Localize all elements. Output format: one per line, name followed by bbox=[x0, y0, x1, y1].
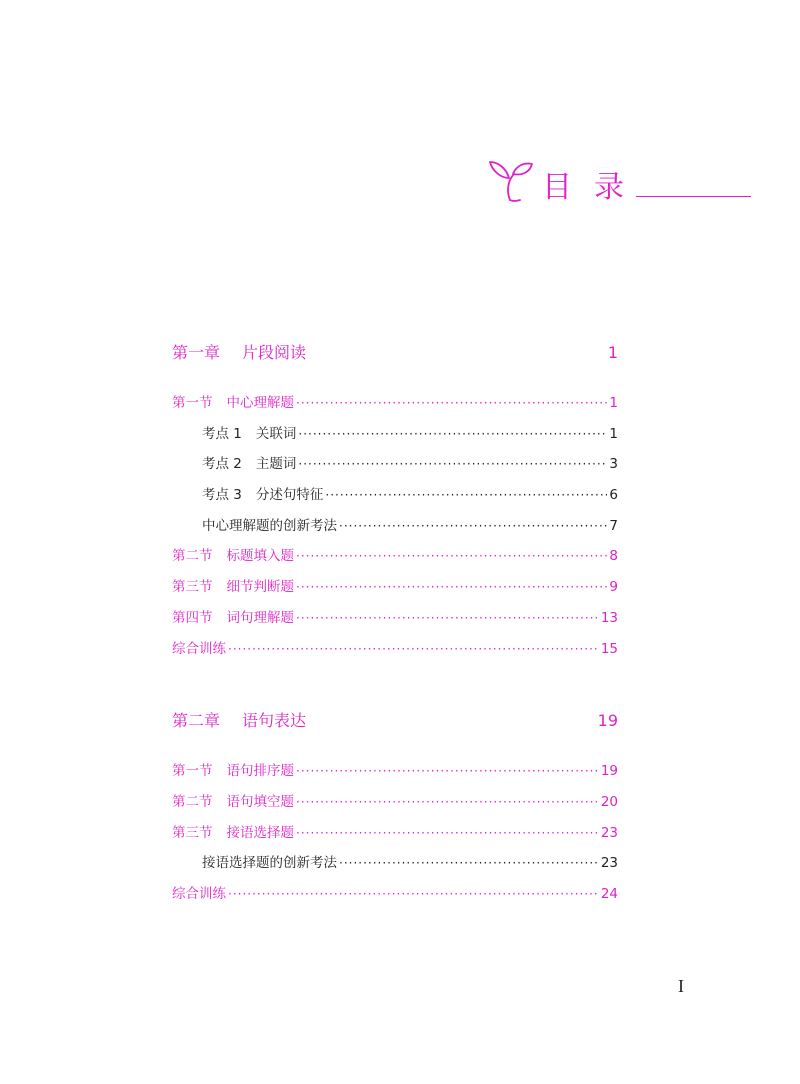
entry-number: 考点 3 bbox=[202, 487, 242, 504]
toc-entry[interactable] bbox=[172, 879, 618, 910]
toc-entry[interactable] bbox=[172, 511, 618, 542]
entry-page: 1 bbox=[609, 395, 618, 411]
page-title: 目录 bbox=[542, 170, 646, 205]
dot-leader bbox=[296, 818, 599, 849]
chapter-label: 第二章 bbox=[172, 711, 221, 731]
chapter-page: 1 bbox=[607, 343, 618, 362]
entry-number: 第二节 bbox=[172, 793, 213, 810]
entry-title: 关联词 bbox=[255, 425, 297, 442]
entry-number: 考点 1 bbox=[202, 425, 242, 442]
toc-entry[interactable] bbox=[172, 603, 618, 634]
title-rule bbox=[636, 196, 751, 197]
entry-page: 8 bbox=[609, 548, 618, 565]
dot-leader bbox=[339, 848, 599, 879]
entry-page: 24 bbox=[600, 885, 618, 902]
entry-page: 15 bbox=[600, 640, 618, 657]
entry-page: 19 bbox=[600, 763, 618, 780]
entry-title: 综合训练 bbox=[172, 640, 226, 657]
toc-entry[interactable] bbox=[172, 419, 618, 450]
entry-number: 第一节 bbox=[172, 763, 213, 780]
dot-leader bbox=[296, 787, 599, 818]
toc-entry[interactable] bbox=[172, 388, 618, 419]
entry-title: 细节判断题 bbox=[226, 579, 294, 596]
entry-page: 23 bbox=[600, 855, 618, 872]
sprout-icon bbox=[486, 156, 536, 206]
chapter-title: 片段阅读 bbox=[242, 343, 307, 362]
entry-title: 接语选择题 bbox=[226, 824, 294, 841]
chapter-title: 语句表达 bbox=[242, 711, 307, 731]
toc-entry[interactable] bbox=[172, 572, 618, 603]
entry-number: 第三节 bbox=[172, 579, 213, 596]
entry-title: 主题词 bbox=[255, 456, 297, 473]
entry-number: 第二节 bbox=[172, 548, 213, 565]
chapter-label: 第一章 bbox=[172, 343, 221, 362]
toc-entry[interactable] bbox=[172, 449, 618, 480]
dot-leader bbox=[325, 480, 607, 511]
entry-page: 23 bbox=[600, 824, 618, 841]
entry-title: 语句填空题 bbox=[226, 793, 294, 810]
entry-page: 20 bbox=[600, 793, 618, 810]
entry-title: 综合训练 bbox=[172, 885, 226, 902]
entry-title: 标题填入题 bbox=[226, 548, 294, 565]
toc-title-block bbox=[486, 156, 756, 216]
toc-entry[interactable] bbox=[172, 787, 618, 818]
dot-leader bbox=[296, 756, 599, 787]
entry-number: 考点 2 bbox=[202, 456, 242, 473]
dot-leader bbox=[339, 511, 607, 542]
entry-title: 中心理解题 bbox=[226, 395, 294, 411]
dot-leader bbox=[228, 879, 599, 910]
table-of-contents bbox=[172, 340, 618, 910]
entry-title: 接语选择题的创新考法 bbox=[202, 855, 337, 872]
toc-entry[interactable] bbox=[172, 848, 618, 879]
toc-entry[interactable] bbox=[172, 634, 618, 665]
dot-leader bbox=[296, 603, 599, 634]
entry-number: 第四节 bbox=[172, 609, 213, 626]
entry-page: 13 bbox=[600, 609, 618, 626]
dot-leader bbox=[298, 449, 607, 480]
entry-page: 6 bbox=[609, 487, 618, 504]
entry-number: 第一节 bbox=[172, 395, 213, 411]
entry-title: 词句理解题 bbox=[226, 609, 294, 626]
entry-title: 分述句特征 bbox=[255, 487, 324, 504]
toc-entry[interactable] bbox=[172, 541, 618, 572]
entry-page: 1 bbox=[609, 425, 618, 442]
entry-title: 中心理解题的创新考法 bbox=[202, 517, 337, 534]
chapter-page: 19 bbox=[597, 711, 618, 731]
chapter-heading[interactable] bbox=[172, 708, 618, 734]
dot-leader bbox=[228, 634, 599, 665]
entry-page: 9 bbox=[609, 579, 618, 596]
chapter-heading[interactable] bbox=[172, 340, 618, 366]
entry-page: 7 bbox=[609, 517, 618, 534]
entry-page: 3 bbox=[609, 456, 618, 473]
toc-entry[interactable] bbox=[172, 818, 618, 849]
dot-leader bbox=[296, 388, 607, 419]
dot-leader bbox=[296, 541, 607, 572]
dot-leader bbox=[298, 419, 607, 450]
toc-entry[interactable] bbox=[172, 480, 618, 511]
toc-entry[interactable] bbox=[172, 756, 618, 787]
entry-title: 语句排序题 bbox=[226, 763, 294, 780]
dot-leader bbox=[296, 572, 607, 603]
page-number: I bbox=[678, 976, 684, 996]
entry-number: 第三节 bbox=[172, 824, 213, 841]
